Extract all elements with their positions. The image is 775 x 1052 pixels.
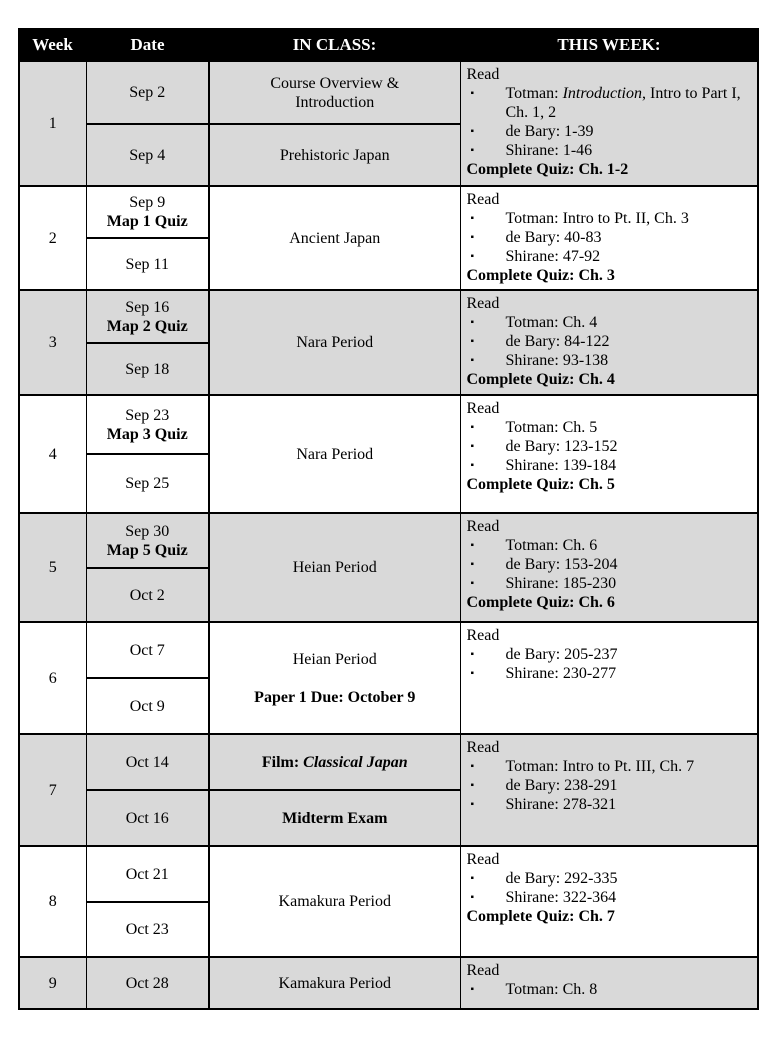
date-cell <box>86 622 209 678</box>
reading-item <box>467 247 752 266</box>
reading-item <box>467 209 752 228</box>
header-row <box>19 29 758 61</box>
reading-item <box>467 332 752 351</box>
reading-item-text: Totman: Ch. 4 <box>505 314 598 331</box>
reading-item <box>467 888 752 907</box>
square-bullet-icon: ▪ <box>470 799 475 810</box>
reading-item-text: Totman: Ch. 6 <box>505 537 598 554</box>
week-number: 6 <box>48 669 57 687</box>
date-label: Oct 28 <box>125 974 169 992</box>
reading-item-text: Shirane: 1-46 <box>505 142 593 159</box>
week-3-row-1 <box>19 290 758 343</box>
reading-item <box>467 980 752 999</box>
week-number-cell <box>19 734 86 846</box>
reading-item <box>467 664 752 683</box>
in-class-cell <box>209 957 460 1009</box>
square-bullet-icon: ▪ <box>470 892 475 903</box>
date-label: Oct 16 <box>125 809 169 827</box>
read-label: Read <box>466 66 500 83</box>
week-number-cell <box>19 186 86 290</box>
reading-item <box>467 776 752 795</box>
week-number: 2 <box>48 229 57 247</box>
complete-quiz-label: Complete Quiz: Ch. 4 <box>466 371 615 388</box>
reading-item-text: de Bary: 205-237 <box>505 646 618 663</box>
square-bullet-icon: ▪ <box>470 126 475 137</box>
date-label: Sep 23 <box>125 406 170 424</box>
week-number-cell <box>19 61 86 186</box>
header-in-class: IN CLASS: <box>209 29 460 61</box>
reading-item <box>467 437 752 456</box>
this-week-cell <box>460 622 758 734</box>
in-class-cell <box>209 395 460 513</box>
complete-quiz-label: Complete Quiz: Ch. 1-2 <box>466 161 629 178</box>
header-week: Week <box>19 29 86 61</box>
this-week-cell <box>460 395 758 513</box>
reading-item <box>467 228 752 247</box>
square-bullet-icon: ▪ <box>470 232 475 243</box>
date-label: Oct 7 <box>129 641 165 659</box>
reading-item-text: Shirane: 139-184 <box>505 457 617 474</box>
map-quiz-label: Map 3 Quiz <box>106 425 188 443</box>
date-cell <box>86 957 209 1009</box>
week-7-row-1 <box>19 734 758 790</box>
reading-item-text: Shirane: 230-277 <box>505 665 617 682</box>
date-cell <box>86 568 209 622</box>
date-cell <box>86 734 209 790</box>
date-label: Sep 18 <box>125 360 170 378</box>
date-label: Oct 21 <box>125 865 169 883</box>
in-class-topic: Heian Period <box>292 650 377 668</box>
reading-item-text: de Bary: 292-335 <box>505 870 618 887</box>
map-quiz-label: Map 5 Quiz <box>106 541 188 559</box>
in-class-cell <box>209 622 460 734</box>
date-cell <box>86 238 209 290</box>
header-this-week: THIS WEEK: <box>460 29 758 61</box>
reading-item-text: de Bary: 84-122 <box>505 333 610 350</box>
date-label: Oct 14 <box>125 753 169 771</box>
reading-item-text: Shirane: 93-138 <box>505 352 609 369</box>
in-class-topic: Course Overview & Introduction <box>270 74 400 111</box>
film-label: Film: Classical Japan <box>261 753 408 771</box>
square-bullet-icon: ▪ <box>470 145 475 156</box>
date-cell <box>86 343 209 395</box>
reading-item <box>467 869 752 888</box>
in-class-topic: Kamakura Period <box>278 893 391 910</box>
in-class-cell <box>209 290 460 395</box>
date-cell <box>86 124 209 186</box>
map-quiz-label: Map 2 Quiz <box>106 317 188 335</box>
date-label: Sep 9 <box>129 194 166 211</box>
date-label: Oct 9 <box>129 697 165 715</box>
read-label: Read <box>466 518 500 535</box>
reading-item <box>467 536 752 555</box>
read-label: Read <box>466 400 500 417</box>
in-class-topic: Heian Period <box>292 559 377 576</box>
date-cell <box>86 678 209 734</box>
square-bullet-icon: ▪ <box>470 336 475 347</box>
week-9-row-1 <box>19 957 758 1009</box>
square-bullet-icon: ▪ <box>470 88 475 99</box>
date-cell <box>86 790 209 846</box>
reading-item <box>467 574 752 593</box>
week-number-cell <box>19 622 86 734</box>
week-number: 5 <box>48 559 57 576</box>
in-class-topic: Nara Period <box>296 334 374 351</box>
week-number: 8 <box>48 893 57 910</box>
reading-item <box>467 313 752 332</box>
date-cell <box>86 186 209 238</box>
this-week-cell <box>460 290 758 395</box>
square-bullet-icon: ▪ <box>470 460 475 471</box>
complete-quiz-label: Complete Quiz: Ch. 6 <box>466 594 615 611</box>
read-label: Read <box>466 739 500 756</box>
reading-item-text: de Bary: 153-204 <box>505 556 618 573</box>
reading-item-text: Totman: Introduction, Intro to Part I, Ch. 1, 2 <box>505 85 741 121</box>
in-class-topic: Prehistoric Japan <box>279 146 390 164</box>
square-bullet-icon: ▪ <box>470 984 475 995</box>
square-bullet-icon: ▪ <box>470 355 475 366</box>
complete-quiz-label: Complete Quiz: Ch. 3 <box>466 267 615 284</box>
reading-item-text: Totman: Intro to Pt. II, Ch. 3 <box>505 210 689 227</box>
date-cell <box>86 846 209 902</box>
week-2-row-1 <box>19 186 758 238</box>
square-bullet-icon: ▪ <box>470 578 475 589</box>
midterm-exam-label: Midterm Exam <box>282 809 388 827</box>
square-bullet-icon: ▪ <box>470 780 475 791</box>
this-week-cell <box>460 61 758 186</box>
reading-item-text: Totman: Ch. 8 <box>505 981 598 998</box>
reading-item <box>467 141 752 160</box>
week-6-row-1 <box>19 622 758 678</box>
reading-item <box>467 555 752 574</box>
square-bullet-icon: ▪ <box>470 668 475 679</box>
date-cell <box>86 290 209 343</box>
reading-item-text: Shirane: 47-92 <box>505 248 601 265</box>
map-quiz-label: Map 1 Quiz <box>106 213 188 230</box>
read-label: Read <box>466 295 500 312</box>
date-cell <box>86 395 209 454</box>
complete-quiz-label: Complete Quiz: Ch. 5 <box>466 476 615 493</box>
week-number: 3 <box>48 334 57 351</box>
week-4-row-1 <box>19 395 758 454</box>
week-number-cell <box>19 846 86 957</box>
read-label: Read <box>466 851 500 868</box>
square-bullet-icon: ▪ <box>470 213 475 224</box>
reading-item <box>467 351 752 370</box>
in-class-topic: Nara Period <box>296 445 374 463</box>
paper-due-label: Paper 1 Due: October 9 <box>254 688 416 706</box>
reading-item <box>467 645 752 664</box>
square-bullet-icon: ▪ <box>470 317 475 328</box>
reading-item <box>467 795 752 814</box>
reading-item-text: Shirane: 278-321 <box>505 796 617 813</box>
in-class-cell <box>209 513 460 622</box>
week-number-cell <box>19 290 86 395</box>
date-label: Oct 23 <box>125 921 169 938</box>
square-bullet-icon: ▪ <box>470 761 475 772</box>
week-number-cell <box>19 395 86 513</box>
week-1-row-1 <box>19 61 758 124</box>
week-number: 1 <box>48 115 57 132</box>
week-5-row-1 <box>19 513 758 568</box>
square-bullet-icon: ▪ <box>470 251 475 262</box>
square-bullet-icon: ▪ <box>470 422 475 433</box>
in-class-cell <box>209 186 460 290</box>
reading-item-text: de Bary: 123-152 <box>505 438 618 455</box>
reading-item <box>467 418 752 437</box>
date-cell <box>86 902 209 957</box>
in-class-topic: Kamakura Period <box>278 974 391 992</box>
in-class-cell <box>209 734 460 790</box>
in-class-cell <box>209 124 460 186</box>
reading-item <box>467 757 752 776</box>
this-week-cell <box>460 846 758 957</box>
in-class-cell <box>209 846 460 957</box>
square-bullet-icon: ▪ <box>470 649 475 660</box>
read-label: Read <box>466 191 500 208</box>
date-label: Sep 2 <box>129 84 166 101</box>
square-bullet-icon: ▪ <box>470 441 475 452</box>
complete-quiz-label: Complete Quiz: Ch. 7 <box>466 908 615 925</box>
week-number: 4 <box>48 445 57 463</box>
date-cell <box>86 454 209 513</box>
in-class-cell <box>209 61 460 124</box>
square-bullet-icon: ▪ <box>470 540 475 551</box>
header-date: Date <box>86 29 209 61</box>
in-class-topic: Ancient Japan <box>289 229 381 247</box>
date-label: Sep 16 <box>125 298 170 316</box>
reading-item <box>467 456 752 475</box>
reading-item-text: de Bary: 40-83 <box>505 229 602 246</box>
reading-item <box>467 122 752 141</box>
week-number: 9 <box>48 974 57 992</box>
reading-item-text: Totman: Intro to Pt. III, Ch. 7 <box>505 758 695 775</box>
date-label: Oct 2 <box>129 586 165 604</box>
reading-item-text: de Bary: 238-291 <box>505 777 618 794</box>
square-bullet-icon: ▪ <box>470 873 475 884</box>
square-bullet-icon: ▪ <box>470 559 475 570</box>
reading-item-text: Shirane: 322-364 <box>505 889 617 906</box>
date-label: Sep 11 <box>125 255 169 273</box>
this-week-cell <box>460 186 758 290</box>
this-week-cell <box>460 734 758 846</box>
date-label: Sep 4 <box>129 146 166 164</box>
week-number-cell <box>19 513 86 622</box>
reading-item-text: Totman: Ch. 5 <box>505 419 598 436</box>
this-week-cell <box>460 957 758 1009</box>
this-week-cell <box>460 513 758 622</box>
course-schedule-table <box>18 28 759 1010</box>
read-label: Read <box>466 962 500 979</box>
reading-item <box>467 84 752 122</box>
reading-item-text: de Bary: 1-39 <box>505 123 594 140</box>
week-number: 7 <box>48 781 57 799</box>
read-label: Read <box>466 627 500 644</box>
week-number-cell <box>19 957 86 1009</box>
week-8-row-1 <box>19 846 758 902</box>
date-cell <box>86 61 209 124</box>
date-cell <box>86 513 209 568</box>
film-title: Classical Japan <box>303 753 408 771</box>
date-label: Sep 30 <box>125 522 170 540</box>
in-class-cell <box>209 790 460 846</box>
date-label: Sep 25 <box>125 475 170 492</box>
reading-item-text: Shirane: 185-230 <box>505 575 617 592</box>
